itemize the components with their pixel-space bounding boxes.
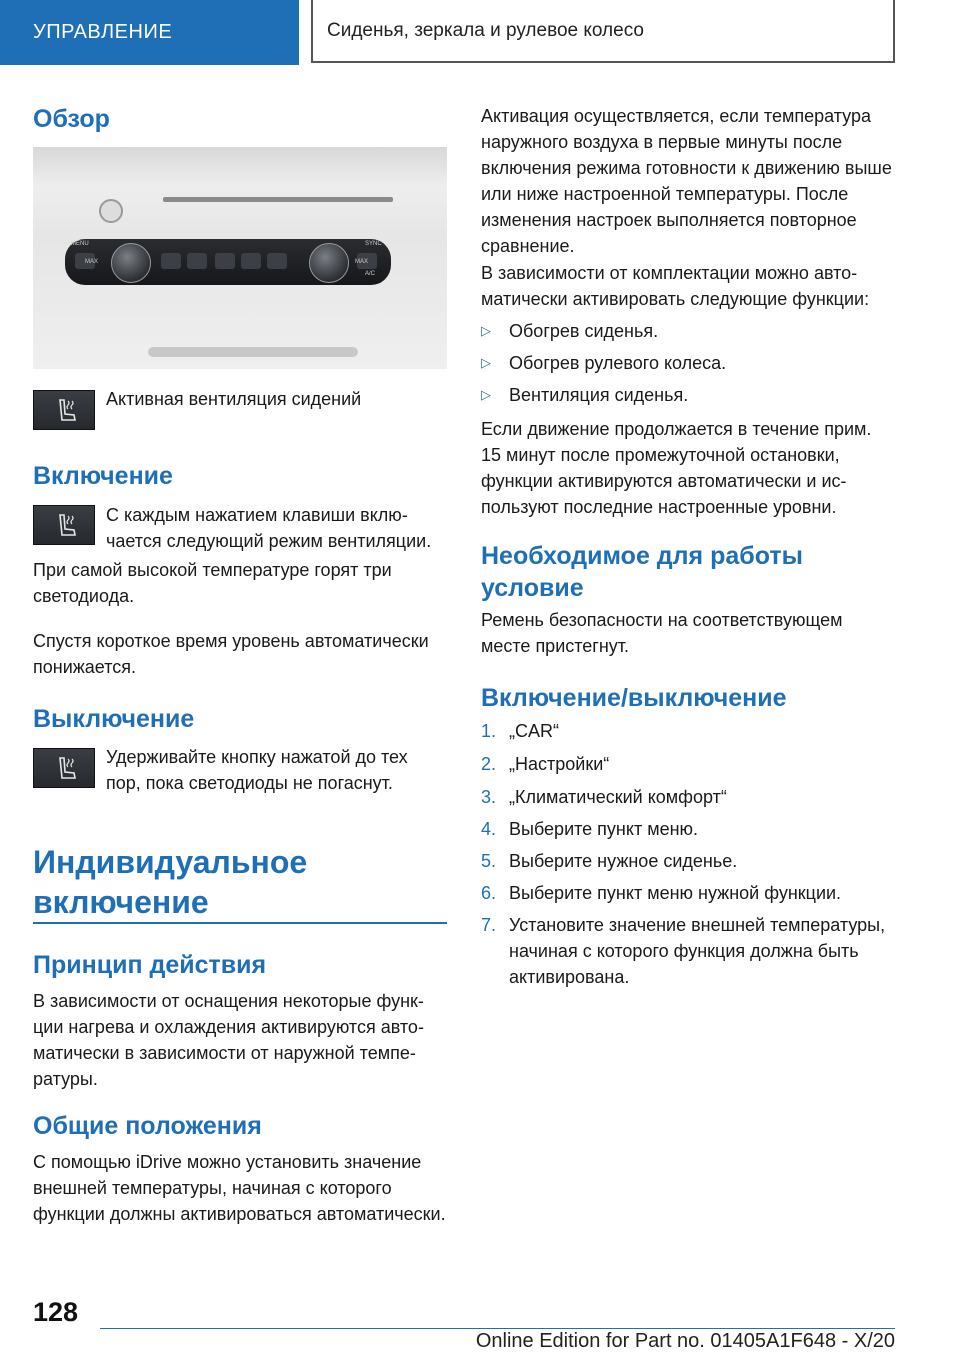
- seat-vent-icon: [54, 755, 78, 783]
- page-number: 128: [33, 1297, 79, 1327]
- panel-label-ac: A/C: [365, 271, 376, 277]
- section-tab: [0, 0, 299, 65]
- switch-off-text: Удерживайте кнопку нажатой до тех пор, пока светодиоды не погаснут.: [106, 747, 408, 793]
- chapter-header: [311, 0, 895, 63]
- requirement-text: Ремень безопасности на соответствующем месте пристегнут.: [481, 610, 843, 656]
- edition-note: Online Edition for Part no. 01405A1F648 - X/20: [475, 1330, 895, 1352]
- button-caption: Активная вентиляция сидений: [106, 389, 362, 409]
- switch-on-heading: Включение: [33, 462, 173, 490]
- principle-heading: Принцип действия: [33, 951, 267, 979]
- cd-slot: [163, 197, 393, 202]
- heading-rule: [33, 922, 447, 924]
- eject-knob: [99, 199, 123, 223]
- activation-text: Активация осуществляется, если температура наружного воздуха в первые минуты после включения режима готовности к движению выше или ниже настроенной температуры. После изменения настроек выполняется повторное сравнение.: [481, 106, 892, 256]
- general-text: С помощью iDrive можно установить значение внешней температуры, начиная с которого функции должны активироваться автоматически.: [33, 1152, 446, 1224]
- seat-heat-right-button: [267, 253, 287, 269]
- triangle-bullet-icon: ▷: [481, 355, 491, 370]
- general-heading: Общие положения: [33, 1112, 262, 1140]
- highest-temp-text: При самой высокой температуре горят три светодиода.: [33, 560, 392, 606]
- seat-vent-icon: [54, 397, 78, 425]
- overview-heading: Обзор: [33, 105, 110, 133]
- right-temp-knob: [309, 243, 349, 283]
- panel-label-sync: SYNC: [365, 241, 382, 247]
- panel-label-max: MAX: [85, 259, 99, 265]
- onoff-heading: Включение/выключение: [481, 684, 787, 712]
- footer-rule: [100, 1328, 895, 1329]
- climate-panel-photo: [33, 147, 447, 369]
- seat-ventilation-button-image-3: [33, 748, 95, 788]
- switch-on-text: С каждым нажатием клавиши включается следующий режим вентиляции.: [106, 505, 432, 551]
- triangle-bullet-icon: ▷: [481, 387, 491, 402]
- principle-text: В зависимости от оснащения некоторые функции нагрева и охлаждения активируются автоматически в зависимости от наружной температуры.: [33, 991, 424, 1089]
- seat-vent-right-button: [241, 253, 261, 269]
- fan-button: [215, 253, 235, 269]
- left-temp-knob: [111, 243, 151, 283]
- storage-tray: [148, 347, 358, 357]
- seat-vent-left-button: [187, 253, 207, 269]
- panel-label-max-right: MAX: [355, 259, 369, 265]
- dash-upper-trim: [33, 147, 447, 187]
- triangle-bullet-icon: ▷: [481, 323, 491, 338]
- requirement-heading: Необходимое для работы условие: [481, 542, 803, 602]
- panel-label-menu: MENU: [71, 241, 89, 247]
- individual-heading: Индивидуальное включение: [33, 844, 308, 920]
- seat-ventilation-button-image: [33, 390, 95, 430]
- equipment-text: В зависимости от комплектации можно автоматически активировать следующие функции:: [481, 263, 870, 309]
- switch-off-heading: Выключение: [33, 705, 195, 733]
- chapter-title: Сиденья, зеркала и рулевое колесо: [327, 19, 644, 41]
- section-title: УПРАВЛЕНИЕ: [33, 21, 173, 43]
- continue-text: Если движение продолжается в течение прим. 15 минут после промежуточной остановки, функции активируются автоматически и используют последние настроенные уровни.: [481, 419, 872, 517]
- seat-ventilation-button-image-2: [33, 505, 95, 545]
- seat-vent-icon: [54, 512, 78, 540]
- seat-heat-left-button: [161, 253, 181, 269]
- climate-control-panel: [65, 239, 391, 285]
- after-time-text: Спустя короткое время уровень автоматически понижается.: [33, 631, 429, 677]
